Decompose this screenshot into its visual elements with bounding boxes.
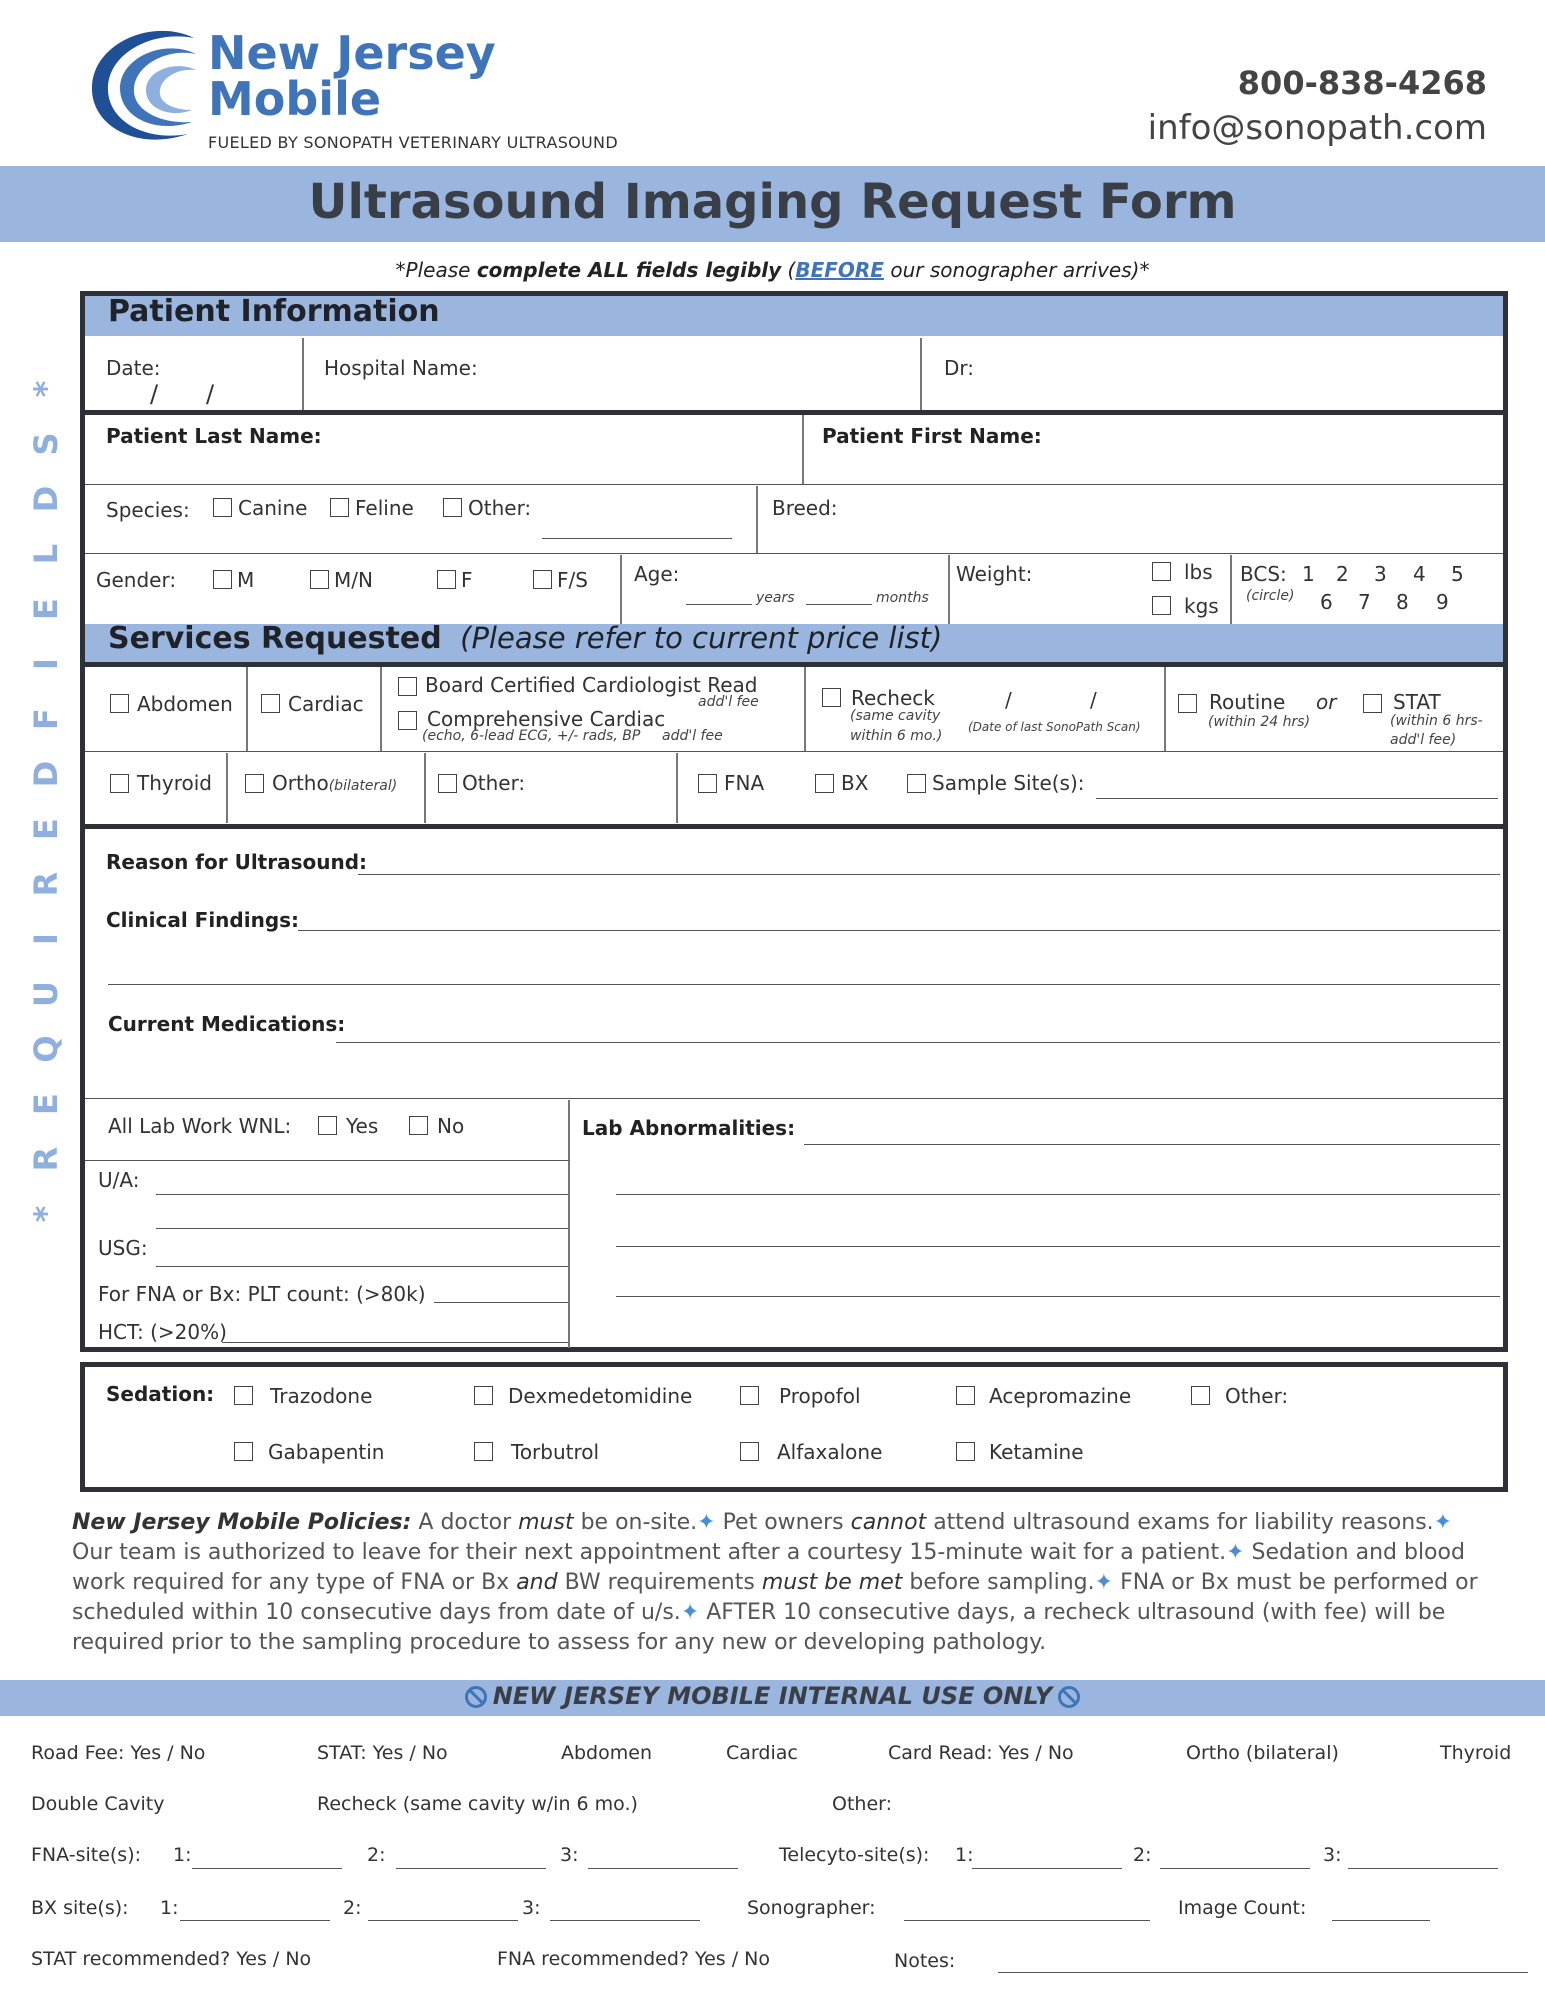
patient-last-name-label: Patient Last Name: [106, 424, 322, 448]
gender-fs-checkbox[interactable] [533, 570, 552, 589]
side-label-letter: E [27, 818, 65, 840]
bx-label: BX [841, 771, 869, 795]
internal-recheck[interactable]: Recheck (same cavity w/in 6 mo.) [317, 1793, 638, 1815]
sedation-other-label: Other: [1225, 1384, 1289, 1408]
lbs-checkbox[interactable] [1152, 562, 1171, 581]
fna-site-3-label: 3: [560, 1844, 579, 1866]
recheck-note-2: within 6 mo.) [850, 728, 943, 744]
comprehensive-fee: add'l fee [662, 728, 723, 744]
bx-site-3-line[interactable] [550, 1920, 700, 1921]
species-other-checkbox[interactable] [443, 498, 462, 517]
side-label-letter: F [27, 708, 65, 730]
gender-f-checkbox[interactable] [437, 570, 456, 589]
bx-checkbox[interactable] [815, 774, 834, 793]
plt-label: For FNA or Bx: PLT count: (>80k) [98, 1282, 426, 1306]
clinical-findings-line-2[interactable] [108, 984, 1500, 985]
species-label: Species: [106, 498, 190, 522]
services-note: (Please refer to current price list) [460, 621, 943, 655]
lab-wnl-no-checkbox[interactable] [409, 1116, 428, 1135]
internal-thyroid[interactable]: Thyroid [1440, 1742, 1512, 1764]
fna-site-1-line[interactable] [192, 1868, 342, 1869]
propofol-checkbox[interactable] [740, 1386, 759, 1405]
ortho-checkbox[interactable] [245, 774, 264, 793]
internal-cardiac[interactable]: Cardiac [726, 1742, 798, 1764]
lab-wnl-label: All Lab Work WNL: [108, 1114, 292, 1138]
stat-field[interactable]: STAT: Yes / No [317, 1742, 448, 1764]
canine-label: Canine [238, 496, 308, 520]
star-icon: ✦ [697, 1510, 716, 1535]
lab-wnl-yes-label: Yes [346, 1114, 379, 1138]
telecyto-site-1-label: 1: [955, 1844, 974, 1866]
side-label-letter: E [27, 598, 65, 620]
patient-info-box [80, 291, 1508, 829]
lab-abnormalities-line[interactable] [804, 1144, 1500, 1145]
bcs-score-6[interactable]: 6 [1320, 590, 1333, 614]
acepromazine-checkbox[interactable] [956, 1386, 975, 1405]
torbutrol-checkbox[interactable] [474, 1442, 493, 1461]
side-label-letter: E [27, 1093, 65, 1115]
bx-site-2-line[interactable] [368, 1920, 518, 1921]
sample-site-checkbox[interactable] [907, 774, 926, 793]
side-label-letter: * [27, 1205, 65, 1223]
bcs-circle-note: (circle) [1246, 588, 1295, 604]
sample-site-line[interactable] [1096, 798, 1498, 799]
image-count-line[interactable] [1332, 1920, 1430, 1921]
stat-label: STAT [1393, 690, 1441, 714]
double-cavity-field[interactable]: Double Cavity [31, 1793, 165, 1815]
abdomen-checkbox[interactable] [110, 694, 129, 713]
patient-info-title: Patient Information [108, 294, 440, 329]
telecyto-site-2-line[interactable] [1160, 1868, 1310, 1869]
plt-line[interactable] [434, 1302, 568, 1303]
side-label-letter: Q [27, 1035, 65, 1063]
telecyto-site-3-label: 3: [1323, 1844, 1342, 1866]
star-icon: ✦ [680, 1600, 700, 1625]
date-separator: / [206, 380, 215, 408]
telecyto-sites-label: Telecyto-site(s): [779, 1844, 930, 1866]
bcs-score-4[interactable]: 4 [1413, 562, 1426, 586]
telecyto-site-2-label: 2: [1133, 1844, 1152, 1866]
brand-tagline: FUELED BY SONOPATH VETERINARY ULTRASOUND [208, 133, 618, 152]
lab-abnormalities-line-4[interactable] [616, 1296, 1500, 1297]
thyroid-checkbox[interactable] [110, 774, 129, 793]
phone-number: 800-838-4268 [1237, 64, 1487, 102]
date-separator: / [150, 380, 159, 408]
fna-site-2-label: 2: [367, 1844, 386, 1866]
side-label-letter: R [27, 871, 65, 897]
lbs-label: lbs [1184, 560, 1213, 584]
prohibited-icon [1058, 1686, 1080, 1708]
brand-name-line2: Mobile [208, 72, 382, 126]
gender-label: Gender: [96, 568, 177, 592]
or-label: or [1316, 690, 1337, 714]
sedation-box [80, 1362, 1508, 1492]
ua-line[interactable] [156, 1194, 568, 1195]
cardiac-checkbox[interactable] [261, 694, 280, 713]
bcs-score-5[interactable]: 5 [1451, 562, 1464, 586]
telecyto-site-3-line[interactable] [1348, 1868, 1498, 1869]
stat-note-2: add'l fee) [1390, 732, 1457, 748]
clinical-findings-line[interactable] [298, 930, 1500, 931]
ua-label: U/A: [98, 1168, 140, 1192]
board-read-checkbox[interactable] [398, 677, 417, 696]
bcs-score-9[interactable]: 9 [1436, 590, 1449, 614]
bx-sites-label: BX site(s): [31, 1897, 129, 1919]
kgs-checkbox[interactable] [1152, 596, 1171, 615]
kgs-label: kgs [1184, 594, 1219, 618]
bx-site-3-label: 3: [522, 1897, 541, 1919]
side-label-letter: L [27, 543, 65, 565]
policies-text: New Jersey Mobile Policies: A doctor must be on-site.✦ Pet owners cannot attend ultrasound exams for liability reasons.✦ Our team is authorized to leave for their next appointment after a courtesy 15-minute wait for a patient.✦ Sedation and blood work required for any type of FNA or Bx and BW requirements must be met before sampling.✦ FNA or Bx must be performed or scheduled within 10 consecutive days from date of u/s.✦ AFTER 10 consecutive days, a recheck ultrasound (with fee) will be required prior to the sampling procedure to assess for any new or developing pathology. [72, 1510, 1478, 1655]
reason-line[interactable] [358, 874, 1500, 875]
dexmedetomidine-label: Dexmedetomidine [508, 1384, 693, 1408]
hct-line[interactable] [222, 1342, 568, 1343]
road-fee-field[interactable]: Road Fee: Yes / No [31, 1742, 206, 1764]
side-label-letter: D [27, 485, 65, 513]
notes-label: Notes: [894, 1950, 956, 1972]
fna-site-1-label: 1: [173, 1844, 192, 1866]
fna-site-3-line[interactable] [588, 1868, 738, 1869]
internal-ortho[interactable]: Ortho (bilateral) [1186, 1742, 1339, 1764]
form-title: Ultrasound Imaging Request Form [308, 174, 1237, 230]
recheck-date-sep: / [1090, 688, 1097, 712]
internal-abdomen[interactable]: Abdomen [561, 1742, 652, 1764]
lab-abnormalities-label: Lab Abnormalities: [582, 1116, 796, 1140]
star-icon: ✦ [1094, 1570, 1114, 1595]
service-other-checkbox[interactable] [438, 774, 457, 793]
internal-use-title: NEW JERSEY MOBILE INTERNAL USE ONLY [0, 1682, 1545, 1710]
ketamine-checkbox[interactable] [956, 1442, 975, 1461]
clinical-box [80, 824, 1508, 1352]
stat-recommended-field[interactable]: STAT recommended? Yes / No [31, 1948, 312, 1970]
board-read-fee: add'l fee [698, 694, 759, 710]
bx-site-2-label: 2: [343, 1897, 362, 1919]
lab-abnormalities-line-2[interactable] [616, 1194, 1500, 1195]
gender-mn-label: M/N [334, 568, 373, 592]
torbutrol-label: Torbutrol [511, 1440, 600, 1464]
current-medications-label: Current Medications: [108, 1012, 346, 1036]
routine-checkbox[interactable] [1178, 694, 1197, 713]
alfaxalone-label: Alfaxalone [777, 1440, 883, 1464]
bcs-label: BCS: [1240, 562, 1287, 586]
gender-mn-checkbox[interactable] [310, 570, 329, 589]
gender-f-label: F [461, 568, 473, 592]
sample-site-label: Sample Site(s): [932, 771, 1085, 795]
species-other-label: Other: [468, 496, 532, 520]
gabapentin-label: Gabapentin [268, 1440, 385, 1464]
feline-label: Feline [355, 496, 414, 520]
trazodone-label: Trazodone [270, 1384, 373, 1408]
ua-line-2[interactable] [156, 1228, 568, 1229]
side-label-letter: I [27, 933, 65, 945]
recheck-date-sep: / [1005, 688, 1012, 712]
email-address: info@sonopath.com [1147, 108, 1487, 148]
weight-label: Weight: [956, 562, 1033, 586]
current-medications-line[interactable] [336, 1042, 1500, 1043]
recheck-checkbox[interactable] [822, 688, 841, 707]
hospital-name-label: Hospital Name: [324, 356, 478, 380]
services-title: Services Requested (Please refer to current price list) [108, 621, 943, 656]
canine-checkbox[interactable] [213, 498, 232, 517]
side-label-letter: * [27, 380, 65, 398]
image-count-label: Image Count: [1178, 1897, 1307, 1919]
usg-label: USG: [98, 1236, 148, 1260]
fna-recommended-field[interactable]: FNA recommended? Yes / No [497, 1948, 771, 1970]
usg-line[interactable] [156, 1266, 568, 1267]
feline-checkbox[interactable] [330, 498, 349, 517]
cardiac-label: Cardiac [288, 692, 364, 716]
bcs-score-3[interactable]: 3 [1374, 562, 1387, 586]
stat-note-1: (within 6 hrs- [1390, 713, 1483, 729]
bcs-score-1[interactable]: 1 [1302, 562, 1315, 586]
ortho-note: (bilateral) [328, 778, 398, 794]
species-other-line[interactable] [542, 538, 732, 539]
age-months-line[interactable] [806, 604, 872, 605]
ortho-label: Ortho(bilateral) [272, 771, 398, 795]
side-label-letter: S [27, 432, 65, 456]
routine-note: (within 24 hrs) [1208, 714, 1311, 730]
logo-swirl-icon [84, 24, 214, 144]
patient-first-name-label: Patient First Name: [822, 424, 1042, 448]
internal-other: Other: [832, 1793, 893, 1815]
bcs-score-7[interactable]: 7 [1358, 590, 1371, 614]
bx-site-1-label: 1: [160, 1897, 179, 1919]
bcs-score-8[interactable]: 8 [1396, 590, 1409, 614]
fna-site-2-line[interactable] [396, 1868, 546, 1869]
comprehensive-cardiac-label: Comprehensive Cardiac [427, 707, 666, 731]
bcs-score-2[interactable]: 2 [1336, 562, 1349, 586]
prohibited-icon [465, 1686, 487, 1708]
telecyto-site-1-line[interactable] [972, 1868, 1122, 1869]
fna-checkbox[interactable] [698, 774, 717, 793]
recheck-label: Recheck [851, 686, 935, 710]
ketamine-label: Ketamine [989, 1440, 1084, 1464]
recheck-date-note: (Date of last SonoPath Scan) [968, 720, 1141, 734]
service-other-label: Other: [462, 771, 526, 795]
side-label-letter: I [27, 658, 65, 670]
acepromazine-label: Acepromazine [989, 1384, 1132, 1408]
comprehensive-cardiac-checkbox[interactable] [398, 711, 417, 730]
gabapentin-checkbox[interactable] [234, 1442, 253, 1461]
sedation-other-checkbox[interactable] [1191, 1386, 1210, 1405]
trazodone-checkbox[interactable] [234, 1386, 253, 1405]
side-label-letter: U [27, 981, 65, 1007]
dexmedetomidine-checkbox[interactable] [474, 1386, 493, 1405]
before-emphasis: BEFORE [795, 258, 884, 282]
bx-site-1-line[interactable] [180, 1920, 330, 1921]
routine-label: Routine [1209, 690, 1286, 714]
gender-m-label: M [237, 568, 255, 592]
date-label: Date: [106, 356, 161, 380]
notes-line[interactable] [998, 1972, 1528, 1973]
fna-label: FNA [724, 771, 765, 795]
age-years-line[interactable] [686, 604, 752, 605]
hct-label: HCT: (>20%) [98, 1320, 227, 1344]
thyroid-label: Thyroid [137, 771, 212, 795]
age-label: Age: [634, 562, 680, 586]
reason-label: Reason for Ultrasound: [106, 850, 368, 874]
card-read-field[interactable]: Card Read: Yes / No [888, 1742, 1074, 1764]
clinical-findings-label: Clinical Findings: [106, 908, 300, 932]
gender-m-checkbox[interactable] [213, 570, 232, 589]
lab-wnl-no-label: No [437, 1114, 465, 1138]
sonographer-label: Sonographer: [747, 1897, 876, 1919]
instruction-text: *Please complete ALL fields legibly (BEFORE our sonographer arrives)* [395, 258, 1150, 282]
stat-checkbox[interactable] [1363, 694, 1382, 713]
logo [84, 24, 214, 144]
board-read-label: Board Certified Cardiologist Read [425, 673, 758, 697]
alfaxalone-checkbox[interactable] [740, 1442, 759, 1461]
star-icon: ✦ [1433, 1510, 1453, 1535]
propofol-label: Propofol [779, 1384, 861, 1408]
breed-label: Breed: [772, 496, 838, 520]
sedation-label: Sedation: [106, 1382, 215, 1406]
brand-name-line1: New Jersey [208, 26, 496, 80]
side-label-letter: D [27, 760, 65, 788]
comprehensive-note: (echo, 6-lead ECG, +/- rads, BP [422, 728, 641, 744]
fna-sites-label: FNA-site(s): [31, 1844, 142, 1866]
years-label: years [756, 590, 795, 606]
months-label: months [876, 590, 929, 606]
lab-wnl-yes-checkbox[interactable] [318, 1116, 337, 1135]
recheck-note-1: (same cavity [850, 708, 941, 724]
gender-fs-label: F/S [557, 568, 588, 592]
dr-label: Dr: [944, 356, 975, 380]
sonographer-line[interactable] [904, 1920, 1150, 1921]
star-icon: ✦ [1226, 1540, 1245, 1565]
side-label-letter: R [27, 1146, 65, 1172]
abdomen-label: Abdomen [137, 692, 233, 716]
lab-abnormalities-line-3[interactable] [616, 1246, 1500, 1247]
